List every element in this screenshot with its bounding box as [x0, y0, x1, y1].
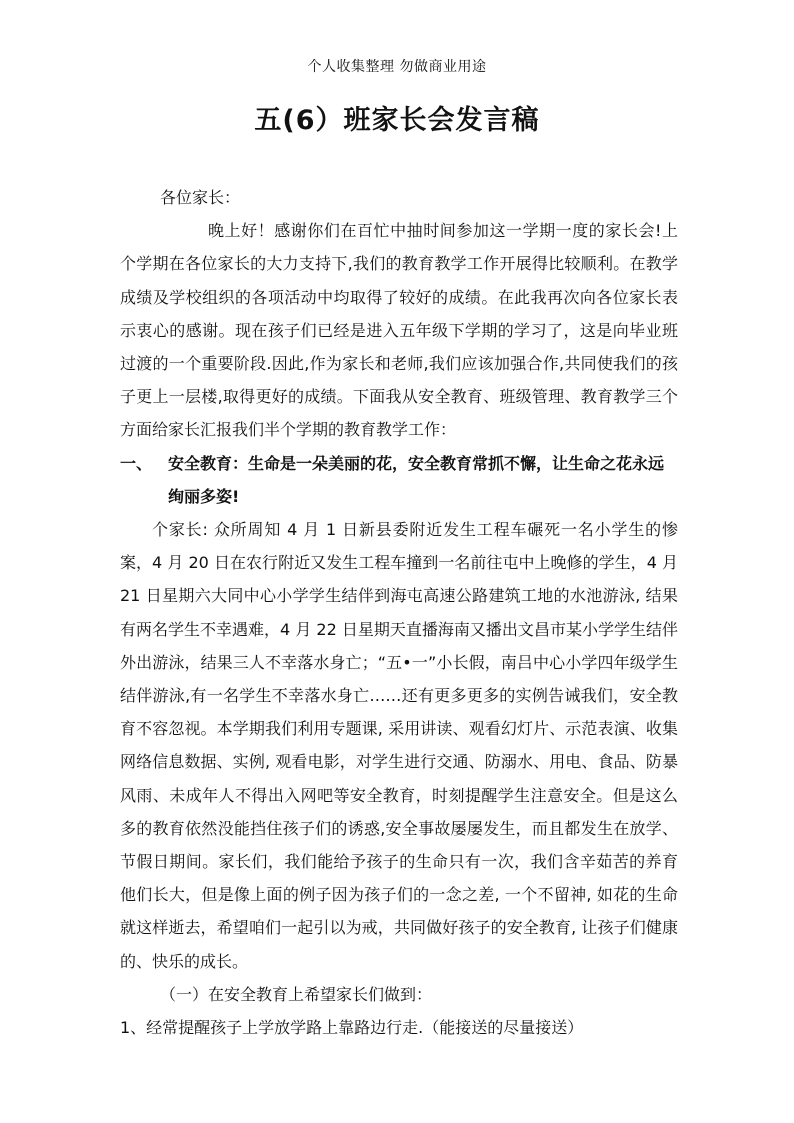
section-number: 一、: [120, 453, 153, 473]
document-body: [120, 181, 678, 1044]
section-heading-1: [120, 447, 678, 513]
section-heading-text: 安全教育：生命是一朵美丽的花，安全教育常抓不懈，让生命之花永远绚丽多姿!: [168, 453, 665, 506]
sub-heading: （一）在安全教育上希望家长们做到：: [160, 984, 433, 1004]
safety-paragraph: 个家长: 众所周知 4 月 1 日新县委附近发生工程车碾死一名小学生的惨案，4 月 20 日在农行附近又发生工程车撞到一名前往屯中上晚修的学生，4 月 21 日星期六大同中心小学学生结伴到海屯高速公路建筑工地的水池游泳, 结果有两名学生不幸遇难，4 月 22 日星期天直播海南又播出文昌市某小学学生结伴外出游泳，结果三人不幸落水身亡；“五•一”小长假，南吕中心小学四年级学生结伴游泳,有一名学生不幸落水身亡……还有更多更多的实例告诫我们，安全教育不容忽视。本学期我们利用专题课, 采用讲读、观看幻灯片、示范表演、收集网络信息数据、实例, 观看电影，对学生进行交通、防溺水、用电、食品、防暴风雨、未成年人不得出入网吧等安全教育，时刻提醒学生注意安全。但是这么多的教育依然没能挡住孩子们的诱惑,安全事故屡屡发生，而且都发生在放学、节假日期间。家长们，我们能给予孩子的生命只有一次，我们含辛茹苦的养育他们长大，但是像上面的例子因为孩子们的一念之差, 一个不留神, 如花的生命就这样逝去，希望咱们一起引以为戒，共同做好孩子的安全教育, 让孩子们健康的、快乐的成长。: [120, 520, 678, 971]
intro-paragraph: 晚上好！感谢你们在百忙中抽时间参加这一学期一度的家长会!上个学期在各位家长的大力支持下,我们的教育教学工作开展得比较顺利。在教学成绩及学校组织的各项活动中均取得了较好的成绩。在此我再次向各位家长表示衷心的感谢。现在孩子们已经是进入五年级下学期的学习了，这是向毕业班过渡的一个重要阶段.因此,作为家长和老师,我们应该加强合作,共同使我们的孩子更上一层楼,取得更好的成绩。下面我从安全教育、班级管理、教育教学三个方面给家长汇报我们半个学期的教育教学工作：: [120, 221, 678, 440]
greeting: 各位家长：: [160, 188, 241, 207]
header-note: 个人收集整理 勿做商业用途: [307, 59, 487, 75]
list-item: 1、经常提醒孩子上学放学路上靠路边行走.（能接送的尽量接送）: [120, 1018, 584, 1038]
document-title: 五(6）班家长会发言稿: [254, 105, 540, 136]
